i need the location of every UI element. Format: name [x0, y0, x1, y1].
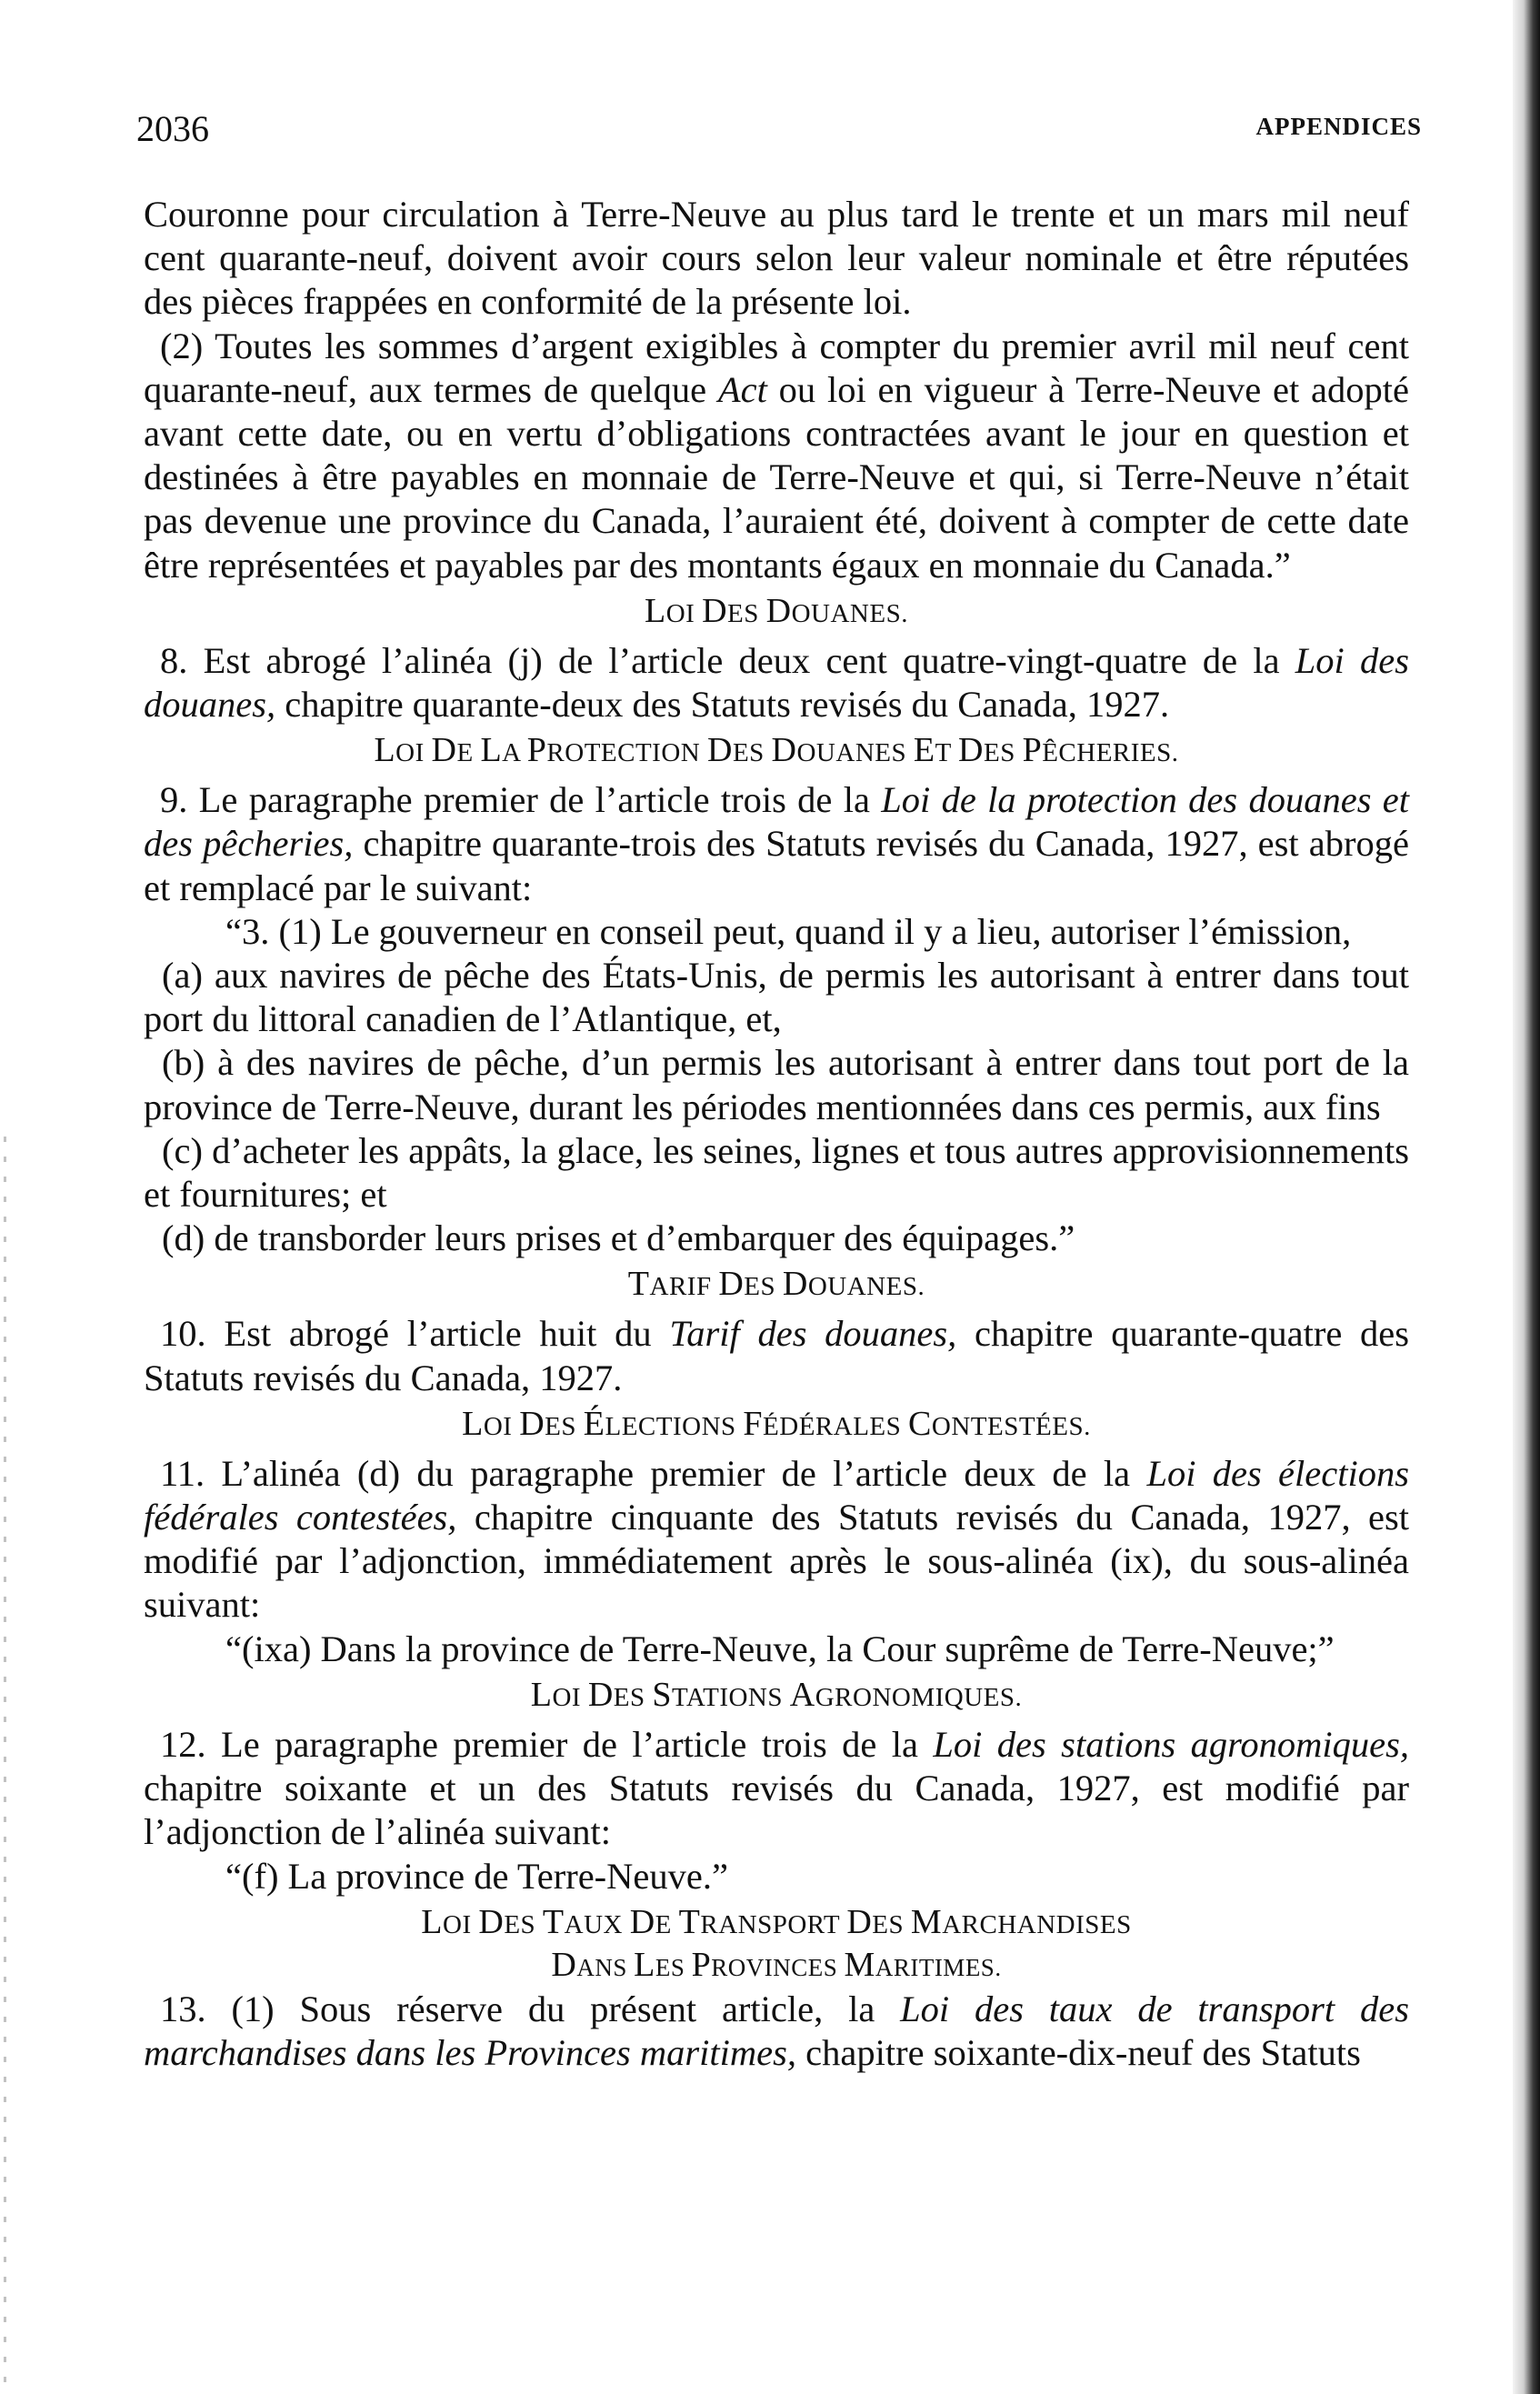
paragraph-13: 13. (1) Sous réserve du présent article, la Loi des taux de transport des marchandises dans les Provinces maritimes, chapitre soixante-dix-neuf des Statuts	[144, 1988, 1409, 2073]
paragraph-9-item-d: (d) de transborder leurs prises et d’embarquer des équipages.”	[162, 1217, 1075, 1259]
paragraph-7-2: (2) Toutes les sommes d’argent exigibles à compter du premier avril mil neuf cent quarante-neuf, aux termes de quelque Act ou loi en vigueur à Terre-Neuve et adopté avant cette date, ou en vertu d’obligations contractées avant le jour en question et destinées à être payables en monnaie de Terre-Neuve et qui, si Terre-Neuve n’était pas devenue une province du Canada, l’auraient été, doivent à compter de cette date être représentées et payables par des montants égaux en monnaie du Canada.”	[144, 325, 1409, 586]
scan-edge-shadow	[1513, 0, 1540, 2394]
heading-taux-transport	[144, 1902, 1409, 1988]
scan-binding-marks	[4, 1137, 6, 2391]
paragraph-11-quote: “(ixa) Dans la province de Terre-Neuve, la Cour suprême de Terre-Neuve;”	[225, 1628, 1335, 1669]
paragraph-12: 12. Le paragraphe premier de l’article trois de la Loi des stations agronomiques, chapitre soixante et un des Statuts revisés du Canada, 1927, est modifié par l’adjonction de l’alinéa suivant:	[144, 1723, 1409, 1853]
paragraph-9-item-a: (a) aux navires de pêche des États-Unis, de permis les autorisant à entrer dans tout port du littoral canadien de l’Atlantique, et,	[144, 955, 1409, 1040]
paragraph-11: 11. L’alinéa (d) du paragraphe premier de l’article deux de la Loi des élections fédérales contestées, chapitre cinquante des Statuts revisés du Canada, 1927, est modifié par l’adjonction, immédiatement après le sous-alinéa (ix), du sous-alinéa suivant:	[144, 1452, 1409, 1626]
page-header	[136, 107, 1422, 153]
paragraph-9-item-c: (c) d’acheter les appâts, la glace, les seines, lignes et tous autres approvisionnements et fournitures; et	[144, 1129, 1409, 1216]
paragraph-12-quote: “(f) La province de Terre-Neuve.”	[225, 1855, 728, 1897]
body-text	[144, 193, 1409, 2075]
heading-loi-des-douanes: LOI DES DOUANES.	[645, 591, 908, 630]
paragraph-continuation: Couronne pour circulation à Terre-Neuve au plus tard le trente et un mars mil neuf cent quarante-neuf, doivent avoir cours selon leur valeur nominale et être réputées des pièces frappées en conformité de la présente loi.	[144, 194, 1409, 323]
paragraph-9-quote: “3. (1) Le gouverneur en conseil peut, quand il y a lieu, autoriser l’émission,	[225, 910, 1352, 952]
heading-taux-transport-line-1: LOI DES TAUX DE TRANSPORT DES MARCHANDISES	[421, 1902, 1132, 1941]
paragraph-8: 8. Est abrogé l’alinéa (j) de l’article deux cent quatre-vingt-quatre de la Loi des douanes, chapitre quarante-deux des Statuts revisés du Canada, 1927.	[144, 639, 1409, 726]
heading-tarif-des-douanes: TARIF DES DOUANES.	[627, 1265, 925, 1304]
page-number: 2036	[136, 108, 209, 149]
heading-elections-federales: LOI DES ÉLECTIONS FÉDÉRALES CONTESTÉES.	[462, 1404, 1091, 1443]
running-head: APPENDICES	[1255, 113, 1422, 140]
heading-protection-douanes-pecheries: LOI DE LA PROTECTION DES DOUANES ET DES PÊCHERIES.	[374, 731, 1179, 770]
paragraph-9-item-b: (b) à des navires de pêche, d’un permis les autorisant à entrer dans tout port de la province de Terre-Neuve, durant les périodes mentionnées dans ces permis, aux fins	[144, 1042, 1409, 1127]
heading-stations-agronomiques: LOI DES STATIONS AGRONOMIQUES.	[530, 1675, 1023, 1714]
heading-taux-transport-line-2: DANS LES PROVINCES MARITIMES.	[551, 1945, 1002, 1984]
paragraph-9: 9. Le paragraphe premier de l’article trois de la Loi de la protection des douanes et des pêcheries, chapitre quarante-trois des Statuts revisés du Canada, 1927, est abrogé et remplacé par le suivant:	[144, 779, 1409, 908]
paragraph-10: 10. Est abrogé l’article huit du Tarif des douanes, chapitre quarante-quatre des Statuts revisés du Canada, 1927.	[144, 1313, 1410, 1398]
